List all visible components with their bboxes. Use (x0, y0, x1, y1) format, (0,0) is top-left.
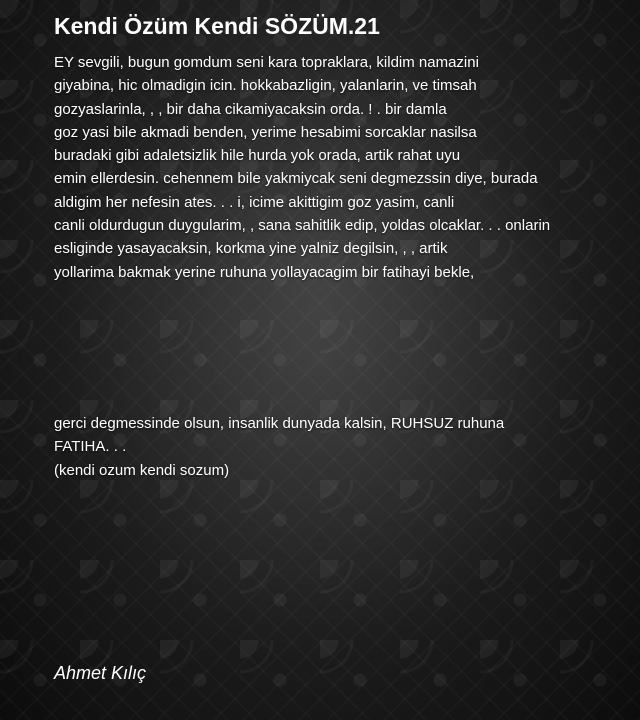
poem-line: FATIHA. . . (54, 438, 127, 456)
poem-line: canli oldurdugun duygularim, , sana sahitlik edip, yoldas olcaklar. . . onlarin (54, 217, 551, 235)
poem-line: EY sevgili, bugun gomdum seni kara topraklara, kildim namazini (54, 54, 479, 71)
poem-line: yollarima bakmak yerine ruhuna yollayacagim bir fatihayi bekle, (54, 263, 475, 281)
poem-line: (kendi ozum kendi sozum) (54, 461, 230, 479)
poem-line: esliginde yasayacaksin, korkma yine yalniz degilsin, , , artik (54, 240, 448, 258)
poem-ending (54, 412, 640, 482)
poem-line: emin ellerdesin. cehennem bile yakmiycak seni degmezssin diye, burada (54, 170, 538, 188)
poem-line: gozyaslarinla, , , bir daha cikamiyacaksin orda. ! . bir damla (54, 100, 447, 118)
poem-line: buradaki gibi adaletsizlik hile hurda yok orada, artik rahat uyu (54, 147, 461, 165)
poem-line: gerci degmessinde olsun, insanlik dunyada kalsin, RUHSUZ ruhuna (54, 415, 505, 432)
poem-title: Kendi Özüm Kendi SÖZÜM.21 (54, 13, 380, 39)
poem-author: Ahmet Kılıç (54, 663, 147, 683)
poem-line: aldigim her nefesin ates. . . i, icime akittigim goz yasim, canli (54, 193, 455, 211)
poem-line: giyabina, hic olmadigin icin. hokkabazligin, yalanlarin, ve timsah (54, 77, 477, 95)
poem-body (54, 51, 640, 284)
poem-line: goz yasi bile akmadi benden, yerime hesabimi sorcaklar nasilsa (54, 123, 477, 141)
